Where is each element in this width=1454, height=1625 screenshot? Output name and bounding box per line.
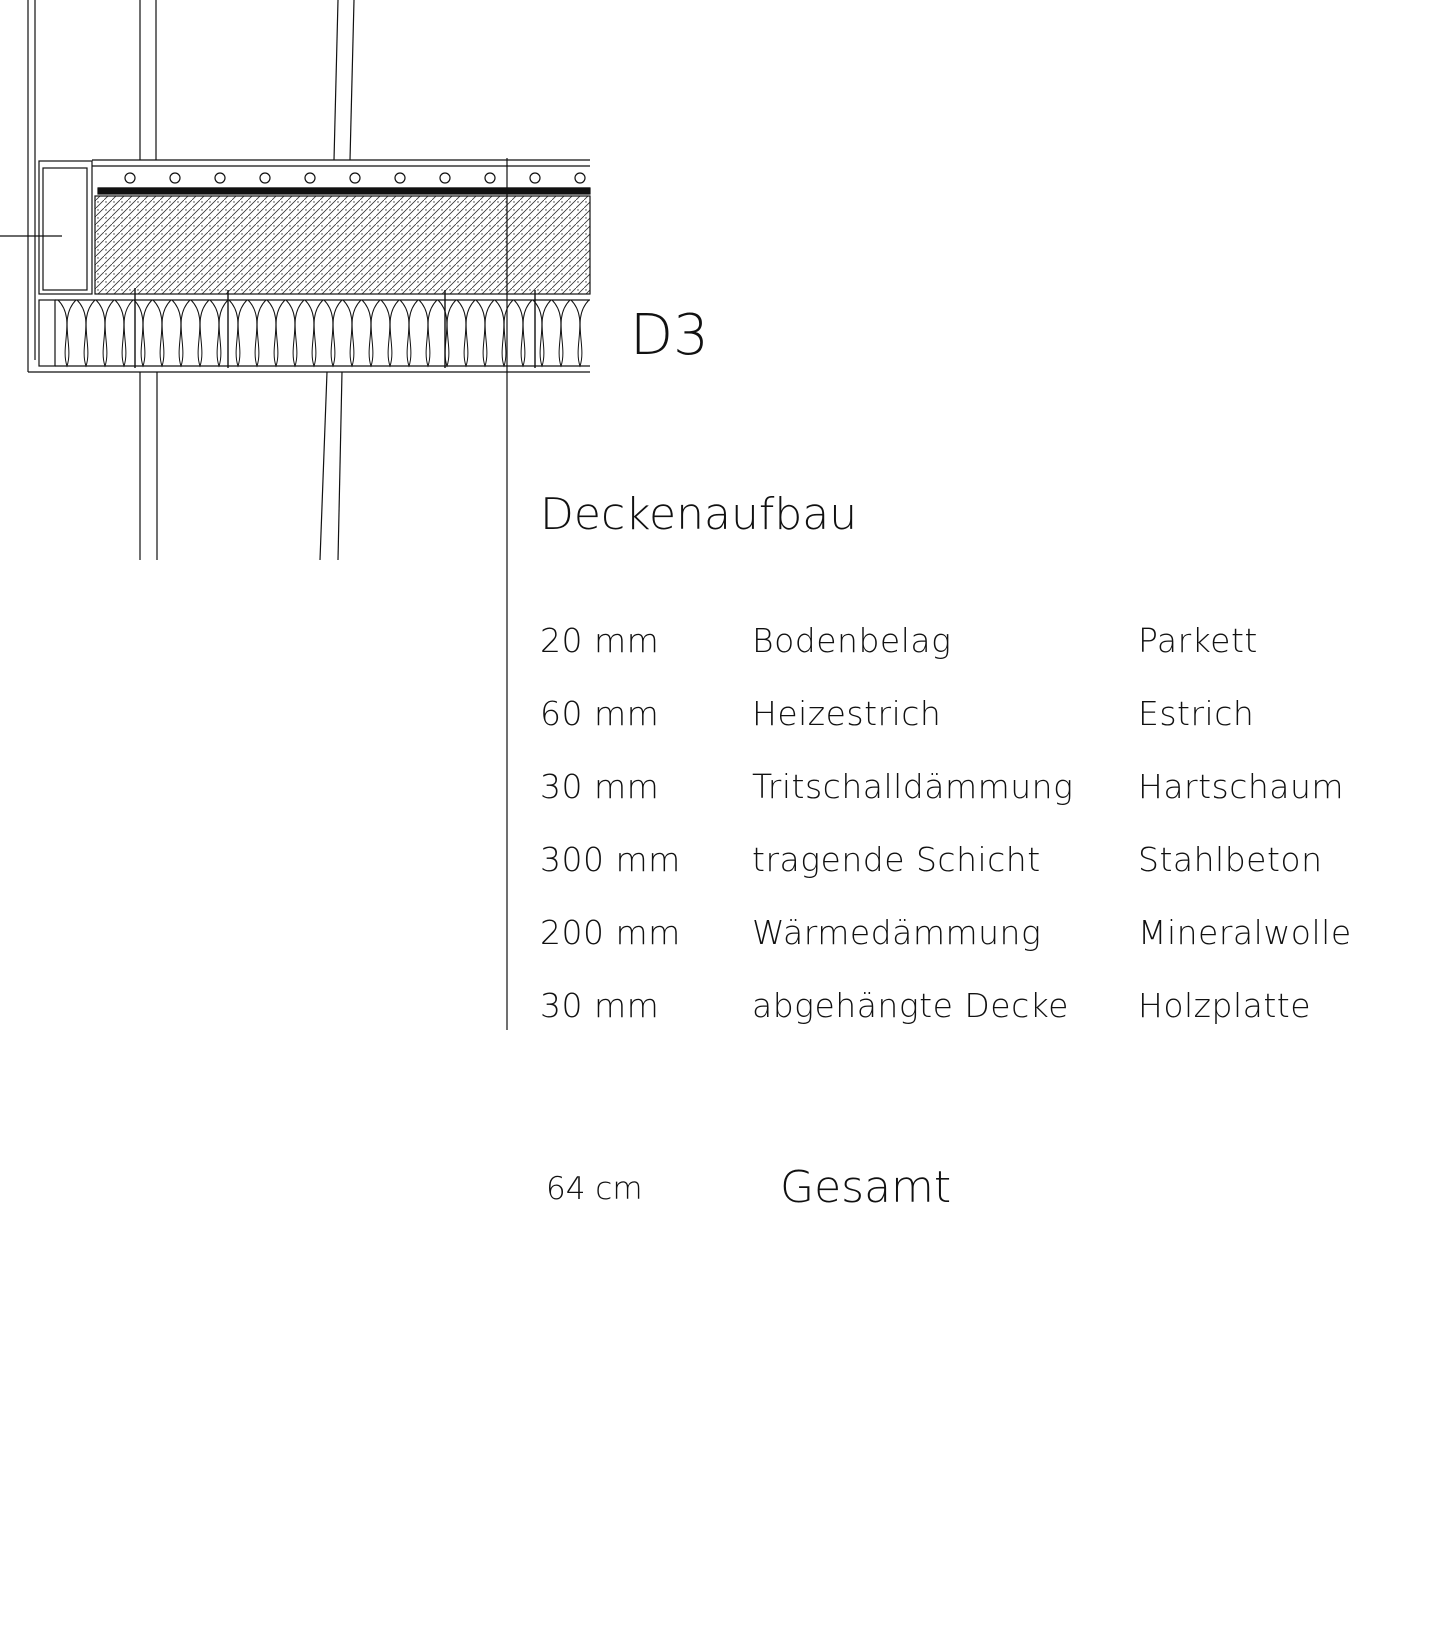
insulation-loop: [134, 300, 152, 366]
insulation-loop: [457, 300, 475, 366]
insulation-loop: [286, 300, 304, 366]
insulation-loop: [77, 300, 95, 366]
section-title: Deckenaufbau: [540, 489, 858, 540]
insulation-loop: [495, 300, 513, 366]
layer-material: Stahlbeton: [1138, 840, 1323, 879]
heating-pipe: [170, 173, 180, 183]
layer-material: Mineralwolle: [1138, 913, 1352, 952]
heating-pipe: [440, 173, 450, 183]
heating-pipe: [575, 173, 585, 183]
insulation-loop: [381, 300, 399, 366]
layer-name: Bodenbelag: [752, 621, 952, 660]
insulation-loop: [248, 300, 266, 366]
layer-name: Tritschalldämmung: [752, 767, 1074, 806]
insulation-loop: [438, 300, 456, 366]
facade-wall: [0, 0, 590, 372]
insulation-loop: [172, 300, 190, 366]
heating-pipe: [350, 173, 360, 183]
layer-material: Parkett: [1138, 621, 1258, 660]
layer-thickness: 30 mm: [540, 986, 660, 1025]
insulation-loop: [514, 300, 532, 366]
insulation-loop: [153, 300, 171, 366]
insulation-loop: [324, 300, 342, 366]
layer-thickness: 300 mm: [540, 840, 681, 879]
layer-material: Estrich: [1138, 694, 1255, 733]
heating-pipe: [305, 173, 315, 183]
layer-material: Holzplatte: [1138, 986, 1312, 1025]
heating-pipes: [125, 173, 585, 183]
layer-name: tragende Schicht: [752, 840, 1041, 879]
heating-pipe: [485, 173, 495, 183]
heating-pipe: [125, 173, 135, 183]
insulation-loop: [210, 300, 228, 366]
layer-material: Hartschaum: [1138, 767, 1345, 806]
total-thickness: 64 cm: [546, 1171, 643, 1207]
insulation-loop: [96, 300, 114, 366]
detail-code: D3: [630, 303, 709, 368]
insulation-loop: [305, 300, 323, 366]
insulation-loop: [400, 300, 418, 366]
layer-thickness: 200 mm: [540, 913, 681, 952]
layer-name: Wärmedämmung: [752, 913, 1042, 952]
heating-pipe: [215, 173, 225, 183]
layer-name: abgehängte Decke: [752, 986, 1069, 1025]
heating-pipe: [395, 173, 405, 183]
insulation-loop: [115, 300, 133, 366]
insulation-loop: [571, 300, 589, 366]
insulation-loop: [419, 300, 437, 366]
insulation-loop: [476, 300, 494, 366]
insulation-loop: [362, 300, 380, 366]
insulation-loop: [267, 300, 285, 366]
total-label: Gesamt: [780, 1162, 952, 1213]
insulation-loop: [229, 300, 247, 366]
insulation-loops: [58, 300, 589, 366]
insulation-loop: [191, 300, 209, 366]
heated-screed-layer: [92, 160, 590, 194]
concrete-slab: [95, 196, 590, 294]
heating-pipe: [260, 173, 270, 183]
insulation-loop: [552, 300, 570, 366]
layer-name: Heizestrich: [752, 694, 942, 733]
insulation-loop: [343, 300, 361, 366]
layer-thickness: 20 mm: [540, 621, 660, 660]
layer-thickness: 30 mm: [540, 767, 660, 806]
heating-pipe: [530, 173, 540, 183]
insulation-loop: [58, 300, 76, 366]
layer-thickness: 60 mm: [540, 694, 660, 733]
